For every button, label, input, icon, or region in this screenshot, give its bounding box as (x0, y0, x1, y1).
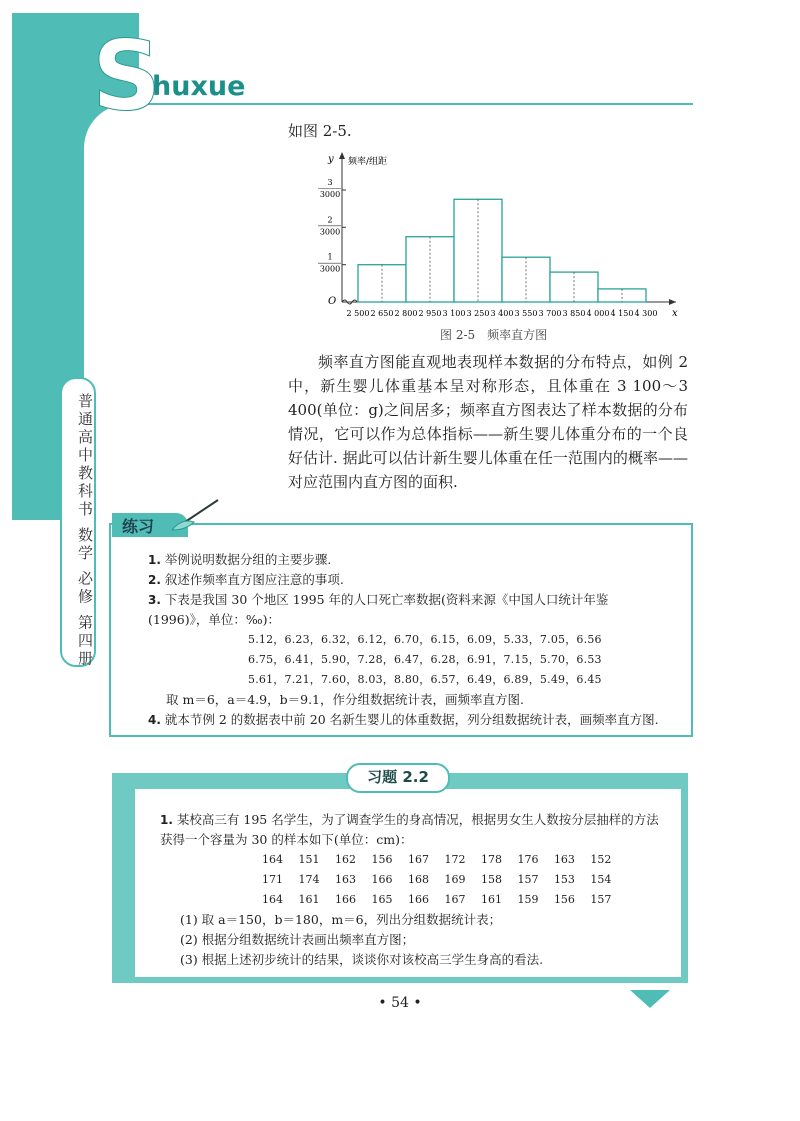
x-tick-label-10: 3 850 (562, 309, 586, 318)
y-axis-label: 频率/组距 (348, 157, 388, 167)
homework-item-1: 1. 某校高三有 195 名学生，为了调查学生的身高情况，根据男女生人数按分层抽样的方法获得一个容量为 30 的样本如下(单位：cm)： (160, 812, 659, 847)
x-axis-label: x (672, 308, 678, 319)
x-tick-label-11: 4 000 (586, 309, 610, 318)
x-tick-label-1: 2 500 (346, 309, 370, 318)
x-tick-label-6: 3 250 (466, 309, 490, 318)
y-tick-denominator-2: 3000 (319, 227, 341, 237)
y-axis-arrow (339, 152, 345, 159)
page-number: • 54 • (378, 995, 422, 1011)
logo-text: huxue (152, 71, 246, 102)
x-tick-label-9: 3 700 (538, 309, 562, 318)
origin-label: O (328, 296, 337, 307)
y-tick-denominator-1: 3000 (319, 264, 341, 274)
x-tick-label-7: 3 400 (490, 309, 514, 318)
y-tick-numerator-2: 2 (327, 215, 333, 225)
exercise-item-4: 4. 就本节例 2 的数据表中前 20 名新生婴儿的体重数据，列分组数据统计表，画频率直方图. (148, 712, 659, 727)
homework-subitem-2: (2) 根据分组数据统计表画出频率直方图； (180, 932, 415, 947)
homework-title: 习题 2.2 (367, 768, 429, 786)
chart-bars (358, 199, 646, 302)
y-tick-denominator-3: 3000 (319, 190, 341, 199)
corner-triangle (630, 990, 670, 1008)
frequency-histogram (296, 146, 686, 326)
height-row-1: 164 151 162 156 167 172 178 176 163 152 (262, 853, 612, 866)
logo-letter-s: S (92, 20, 162, 132)
death-rate-row-2: 6.75，6.41，5.90，7.28，6.47，6.28，6.91，7.15，5.70，6.53 (248, 653, 602, 666)
y-tick-numerator-3: 3 (327, 178, 333, 187)
pen-icon (168, 496, 222, 536)
x-tick-label-12: 4 150 (610, 309, 634, 318)
histogram-bar-3 (454, 199, 502, 302)
x-axis-arrow (669, 299, 676, 305)
x-tick-label-4: 2 950 (418, 309, 442, 318)
y-axis-symbol: y (328, 154, 334, 165)
y-tick-numerator-1: 1 (327, 252, 333, 262)
x-tick-label-5: 3 100 (442, 309, 466, 318)
exercise-item-3-tail: 取 m＝6，a＝4.9，b＝9.1，作分组数据统计表，画频率直方图. (166, 692, 524, 707)
side-tab-label: 普通高中教科书 数学 必修 第四册 (76, 393, 94, 669)
figure-reference: 如图 2-5. (288, 122, 352, 140)
x-tick-label-2: 2 650 (370, 309, 394, 318)
exercise-item-1: 1. 举例说明数据分组的主要步骤. (148, 552, 332, 567)
exercise-item-2: 2. 叙述作频率直方图应注意的事项. (148, 572, 344, 587)
x-tick-label-13: 4 300 (634, 309, 658, 318)
death-rate-row-3: 5.61，7.21，7.60，8.03，8.80，6.57，6.49，6.89，5.49，6.45 (248, 673, 602, 686)
height-row-3: 164 161 166 165 166 167 161 159 156 157 (262, 893, 612, 906)
exercise-label: 练习 (122, 517, 155, 536)
header-rule (84, 103, 693, 105)
x-tick-label-3: 2 800 (394, 309, 418, 318)
x-tick-label-8: 3 550 (514, 309, 538, 318)
figure-caption: 图 2-5 频率直方图 (440, 328, 548, 342)
exercise-item-3: 3. 下表是我国 30 个地区 1995 年的人口死亡率数据(资料来源《中国人口统计年鉴(1996)》，单位：‰)： (148, 592, 609, 627)
height-row-2: 171 174 163 166 168 169 158 157 153 154 (262, 873, 612, 886)
homework-subitem-3: (3) 根据上述初步统计的结果，谈谈你对该校高三学生身高的看法. (180, 952, 544, 967)
homework-subitem-1: (1) 取 a＝150，b＝180，m＝6，列出分组数据统计表； (180, 912, 502, 927)
histogram-bar-4 (502, 257, 550, 302)
death-rate-row-1: 5.12，6.23，6.32，6.12，6.70，6.15，6.09，5.33，7.05，6.56 (248, 633, 602, 646)
body-paragraph: 频率直方图能直观地表现样本数据的分布特点，如例 2 中，新生婴儿体重基本呈对称形态，且体重在 3 100～3 400(单位：g)之间居多；频率直方图表达了样本数据的分布情况，它可以作为总体指标——新生婴儿体重分布的一个良好估计. 据此可以估计新生婴儿体重在任一范围内的概率——对应范围内直方图的面积. (288, 353, 688, 491)
